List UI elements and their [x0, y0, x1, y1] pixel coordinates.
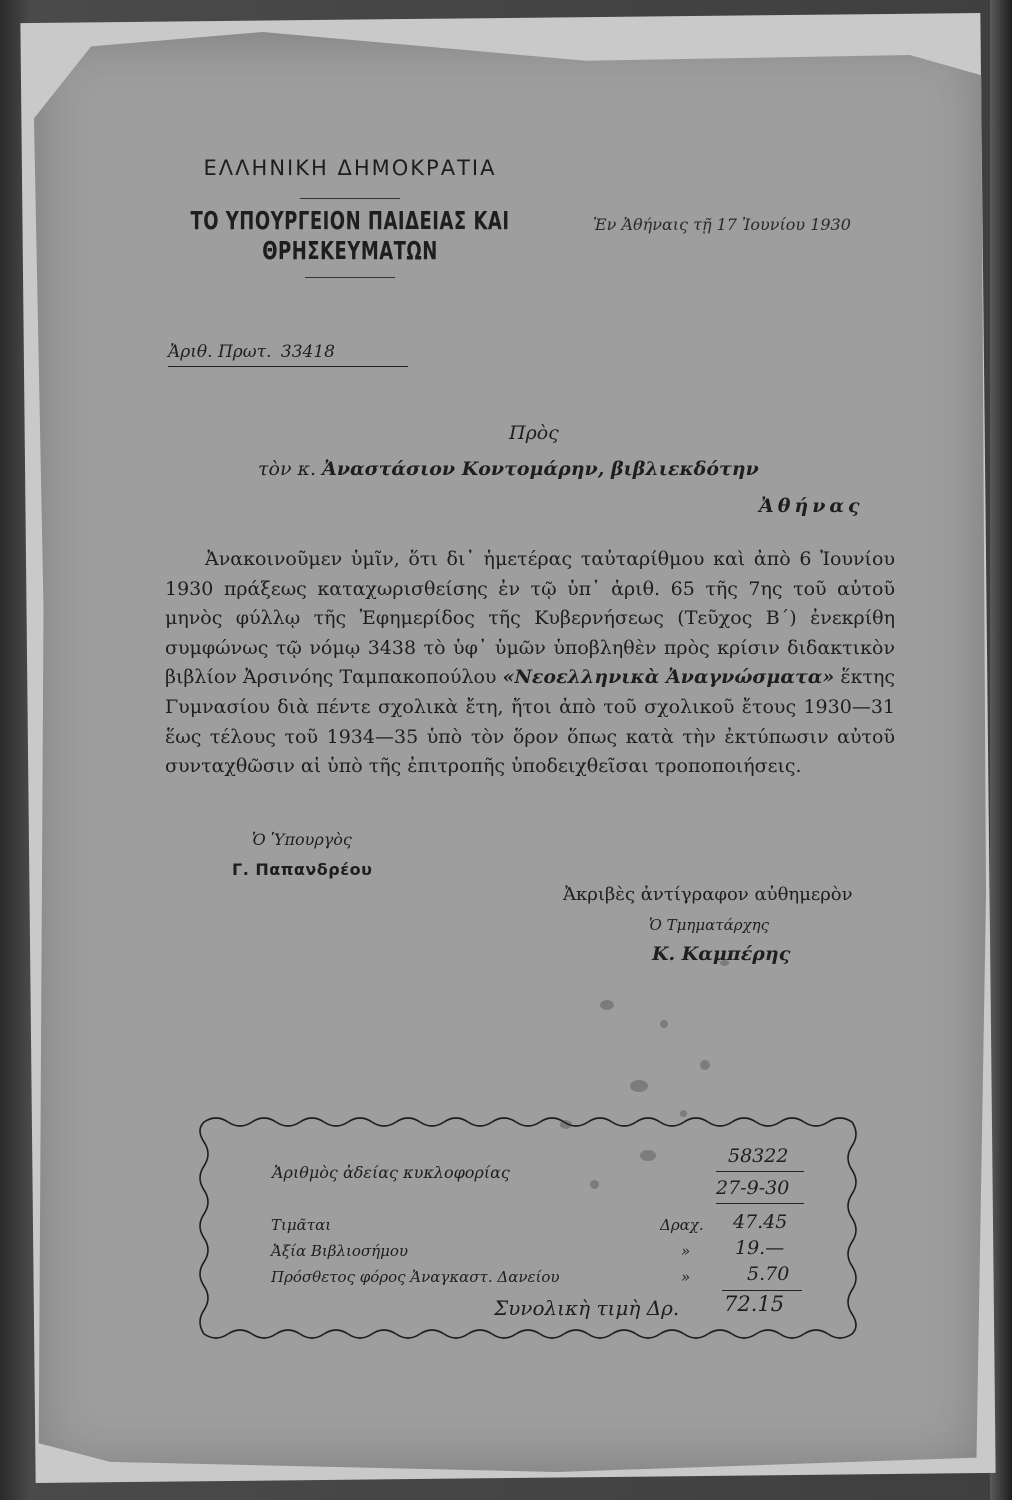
price-row-label: Τιμᾶται [271, 1216, 332, 1234]
minister-name: Γ. Παπανδρέου [232, 860, 373, 879]
letter-body [165, 545, 895, 782]
price-row-unit: » [681, 1268, 691, 1286]
minister-title: Ὁ Ὑπουργὸς [252, 830, 352, 849]
price-row-value: 5.70 [747, 1263, 790, 1285]
divider [716, 1203, 804, 1204]
certified-copy-line: Ἀκριβὲς ἀντίγραφον αὐθημερὸν [563, 884, 853, 905]
body-part-2: ἕκτης Γυμνασίου διὰ πέντε σχολικὰ ἔτη, ἤτοι ἀπὸ τοῦ σχολικοῦ ἔτους 1930—31 ἕως τέλους τοῦ 1934—35 ὑπὸ τὸν ὅρον ὅπως κατὰ τὴν ἐκτύπωσιν αὐτοῦ συνταχθῶσιν αἱ ὑπὸ τῆς ἐπιτροπῆς ὑποδειχθεῖσαι τροποποιήσεις. [165, 666, 895, 778]
total-label: Συνολικὴ τιμὴ Δρ. [494, 1296, 680, 1320]
ministry-heading: ΤΟ ΥΠΟΥΡΓΕΙΟΝ ΠΑΙΔΕΙΑΣ ΚΑΙ ΘΡΗΣΚΕΥΜΑΤΩΝ [190, 205, 510, 265]
price-row-value: 47.45 [733, 1211, 788, 1233]
department-head-name: Κ. Καμπέρης [652, 943, 791, 965]
department-head-title: Ὁ Τμηματάρχης [649, 916, 769, 934]
license-label: Ἀριθμὸς ἀδείας κυκλοφορίας [272, 1163, 510, 1182]
recipient-prefix: τὸν κ. [258, 458, 317, 480]
address-to: Πρὸς [509, 422, 559, 444]
body-part-1: Ἀνακοινοῦμεν ὑμῖν, ὅτι δι᾿ ἡμετέρας ταὐταρίθμου καὶ ἀπὸ 6 Ἰουνίου 1930 πράξεως καταχωρισθείσης ἐν τῷ ὑπ᾿ ἀριθ. 65 τῆς 7ης τοῦ αὐτοῦ μηνὸς φύλλῳ τῆς Ἐφημερίδος τῆς Κυβερνήσεως (Τεῦχος Β΄) ἐνεκρίθη συμφώνως τῷ νόμῳ 3438 τὸ ὑφ᾿ ὑμῶν ὑποβληθὲν πρὸς κρίσιν διδακτικὸν βιβλίον Ἀρσινόης Ταμπακοπούλου [165, 548, 895, 689]
price-row-unit: » [681, 1242, 691, 1260]
protocol-number [168, 342, 408, 367]
letter-date: Ἐν Ἀθήναις τῇ 17 Ἰουνίου 1930 [593, 215, 851, 234]
price-row-label: Πρόσθετος φόρος Ἀναγκαστ. Δανείου [271, 1268, 560, 1286]
recipient-city: Ἀθήνας [759, 495, 864, 517]
ink-stain [600, 1000, 614, 1010]
license-date: 27-9-30 [716, 1177, 790, 1199]
divider [716, 1171, 804, 1172]
protocol-label: Ἀριθ. Πρωτ. [168, 342, 272, 362]
protocol-value: 33418 [280, 342, 335, 362]
price-row-label: Ἀξία Βιβλιοσήμου [271, 1242, 408, 1260]
letterhead [150, 150, 550, 278]
total-value: 72.15 [724, 1292, 785, 1316]
license-number: 58322 [728, 1145, 789, 1167]
divider [300, 198, 400, 199]
price-row-value: 19.— [735, 1237, 785, 1259]
recipient-name: Ἀναστάσιον Κοντομάρην, βιβλιεκδότην [322, 458, 759, 480]
republic-heading: ΕΛΛΗΝΙΚΗ ΔΗΜΟΚΡΑΤΙΑ [203, 156, 497, 180]
ink-stain [700, 1060, 710, 1070]
recipient-line [258, 458, 759, 480]
book-title: «Νεοελληνικὰ Ἀναγνώσματα» [502, 666, 835, 689]
divider [305, 277, 395, 278]
price-row-unit: Δραχ. [660, 1216, 704, 1234]
ink-stain [630, 1080, 648, 1092]
ink-stain [660, 1020, 668, 1028]
divider [722, 1290, 802, 1291]
